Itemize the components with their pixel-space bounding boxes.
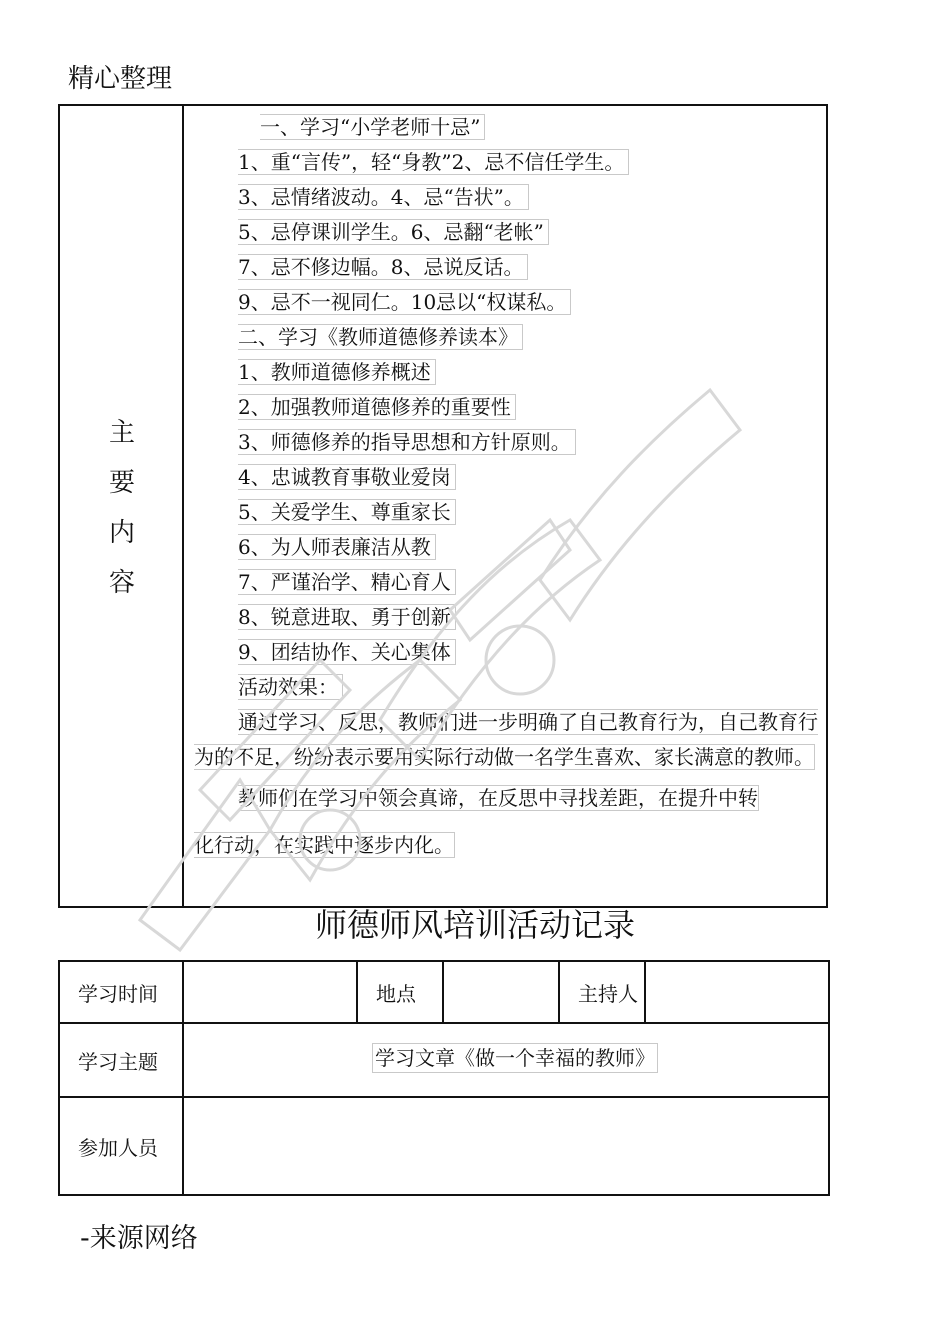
main-content-text	[194, 110, 822, 863]
theme-value: 学习文章《做一个幸福的教师》	[183, 1023, 829, 1097]
side-label-main-content	[100, 408, 144, 608]
effect-label: 活动效果：	[194, 670, 822, 705]
time-label: 学习时间	[59, 961, 183, 1023]
page-header: 精心整理	[68, 64, 173, 94]
reader-item: 6、为人师表廉洁从教	[194, 530, 822, 565]
activity-record-table	[58, 960, 830, 1196]
host-label: 主持人	[559, 961, 645, 1023]
side-label-char: 要	[108, 468, 135, 498]
side-label-char: 容	[108, 568, 135, 598]
reader-item: 3、师德修养的指导思想和方针原则。	[194, 425, 822, 460]
heading-taboos: 一、学习“小学老师十忌”	[194, 110, 822, 145]
taboo-line: 7、忌不修边幅。8、忌说反话。	[194, 250, 822, 285]
reader-item: 9、团结协作、关心集体	[194, 635, 822, 670]
column-divider	[182, 106, 184, 906]
side-label-char: 主	[108, 418, 135, 448]
effect-paragraph-1: 通过学习、反思，教师们进一步明确了自己教育行为，自己教育行为的不足，纷纷表示要用实际行动做一名学生喜欢、家长满意的教师。	[194, 710, 818, 769]
reader-item: 8、锐意进取、勇于创新	[194, 600, 822, 635]
taboo-line: 5、忌停课训学生。6、忌翻“老帐”	[194, 215, 822, 250]
page-footer: -来源网络	[80, 1223, 198, 1254]
time-value	[183, 961, 357, 1023]
reader-item: 2、加强教师道德修养的重要性	[194, 390, 822, 425]
reader-item: 4、忠诚教育事敬业爱岗	[194, 460, 822, 495]
record-title: 师德师风培训活动记录	[314, 906, 635, 944]
place-value	[443, 961, 559, 1023]
taboo-line: 1、重“言传”，轻“身教”2、忌不信任学生。	[194, 145, 822, 180]
reader-item: 1、教师道德修养概述	[194, 355, 822, 390]
reader-item: 7、严谨治学、精心育人	[194, 565, 822, 600]
effect-paragraph-2: 教师们在学习中领会真谛，在反思中寻找差距，在提升中转 化行动，在实践中逐步内化。	[194, 786, 758, 857]
main-content-box	[58, 104, 828, 908]
host-value	[645, 961, 829, 1023]
participants-label: 参加人员	[59, 1097, 183, 1195]
participants-value	[183, 1097, 829, 1195]
theme-label: 学习主题	[59, 1023, 183, 1097]
taboo-line: 3、忌情绪波动。4、忌“告状”。	[194, 180, 822, 215]
reader-item: 5、关爱学生、尊重家长	[194, 495, 822, 530]
taboo-line: 9、忌不一视同仁。10忌以“权谋私。	[194, 285, 822, 320]
place-label: 地点	[357, 961, 443, 1023]
side-label-char: 内	[108, 518, 135, 548]
heading-reader: 二、学习《教师道德修养读本》	[194, 320, 822, 355]
